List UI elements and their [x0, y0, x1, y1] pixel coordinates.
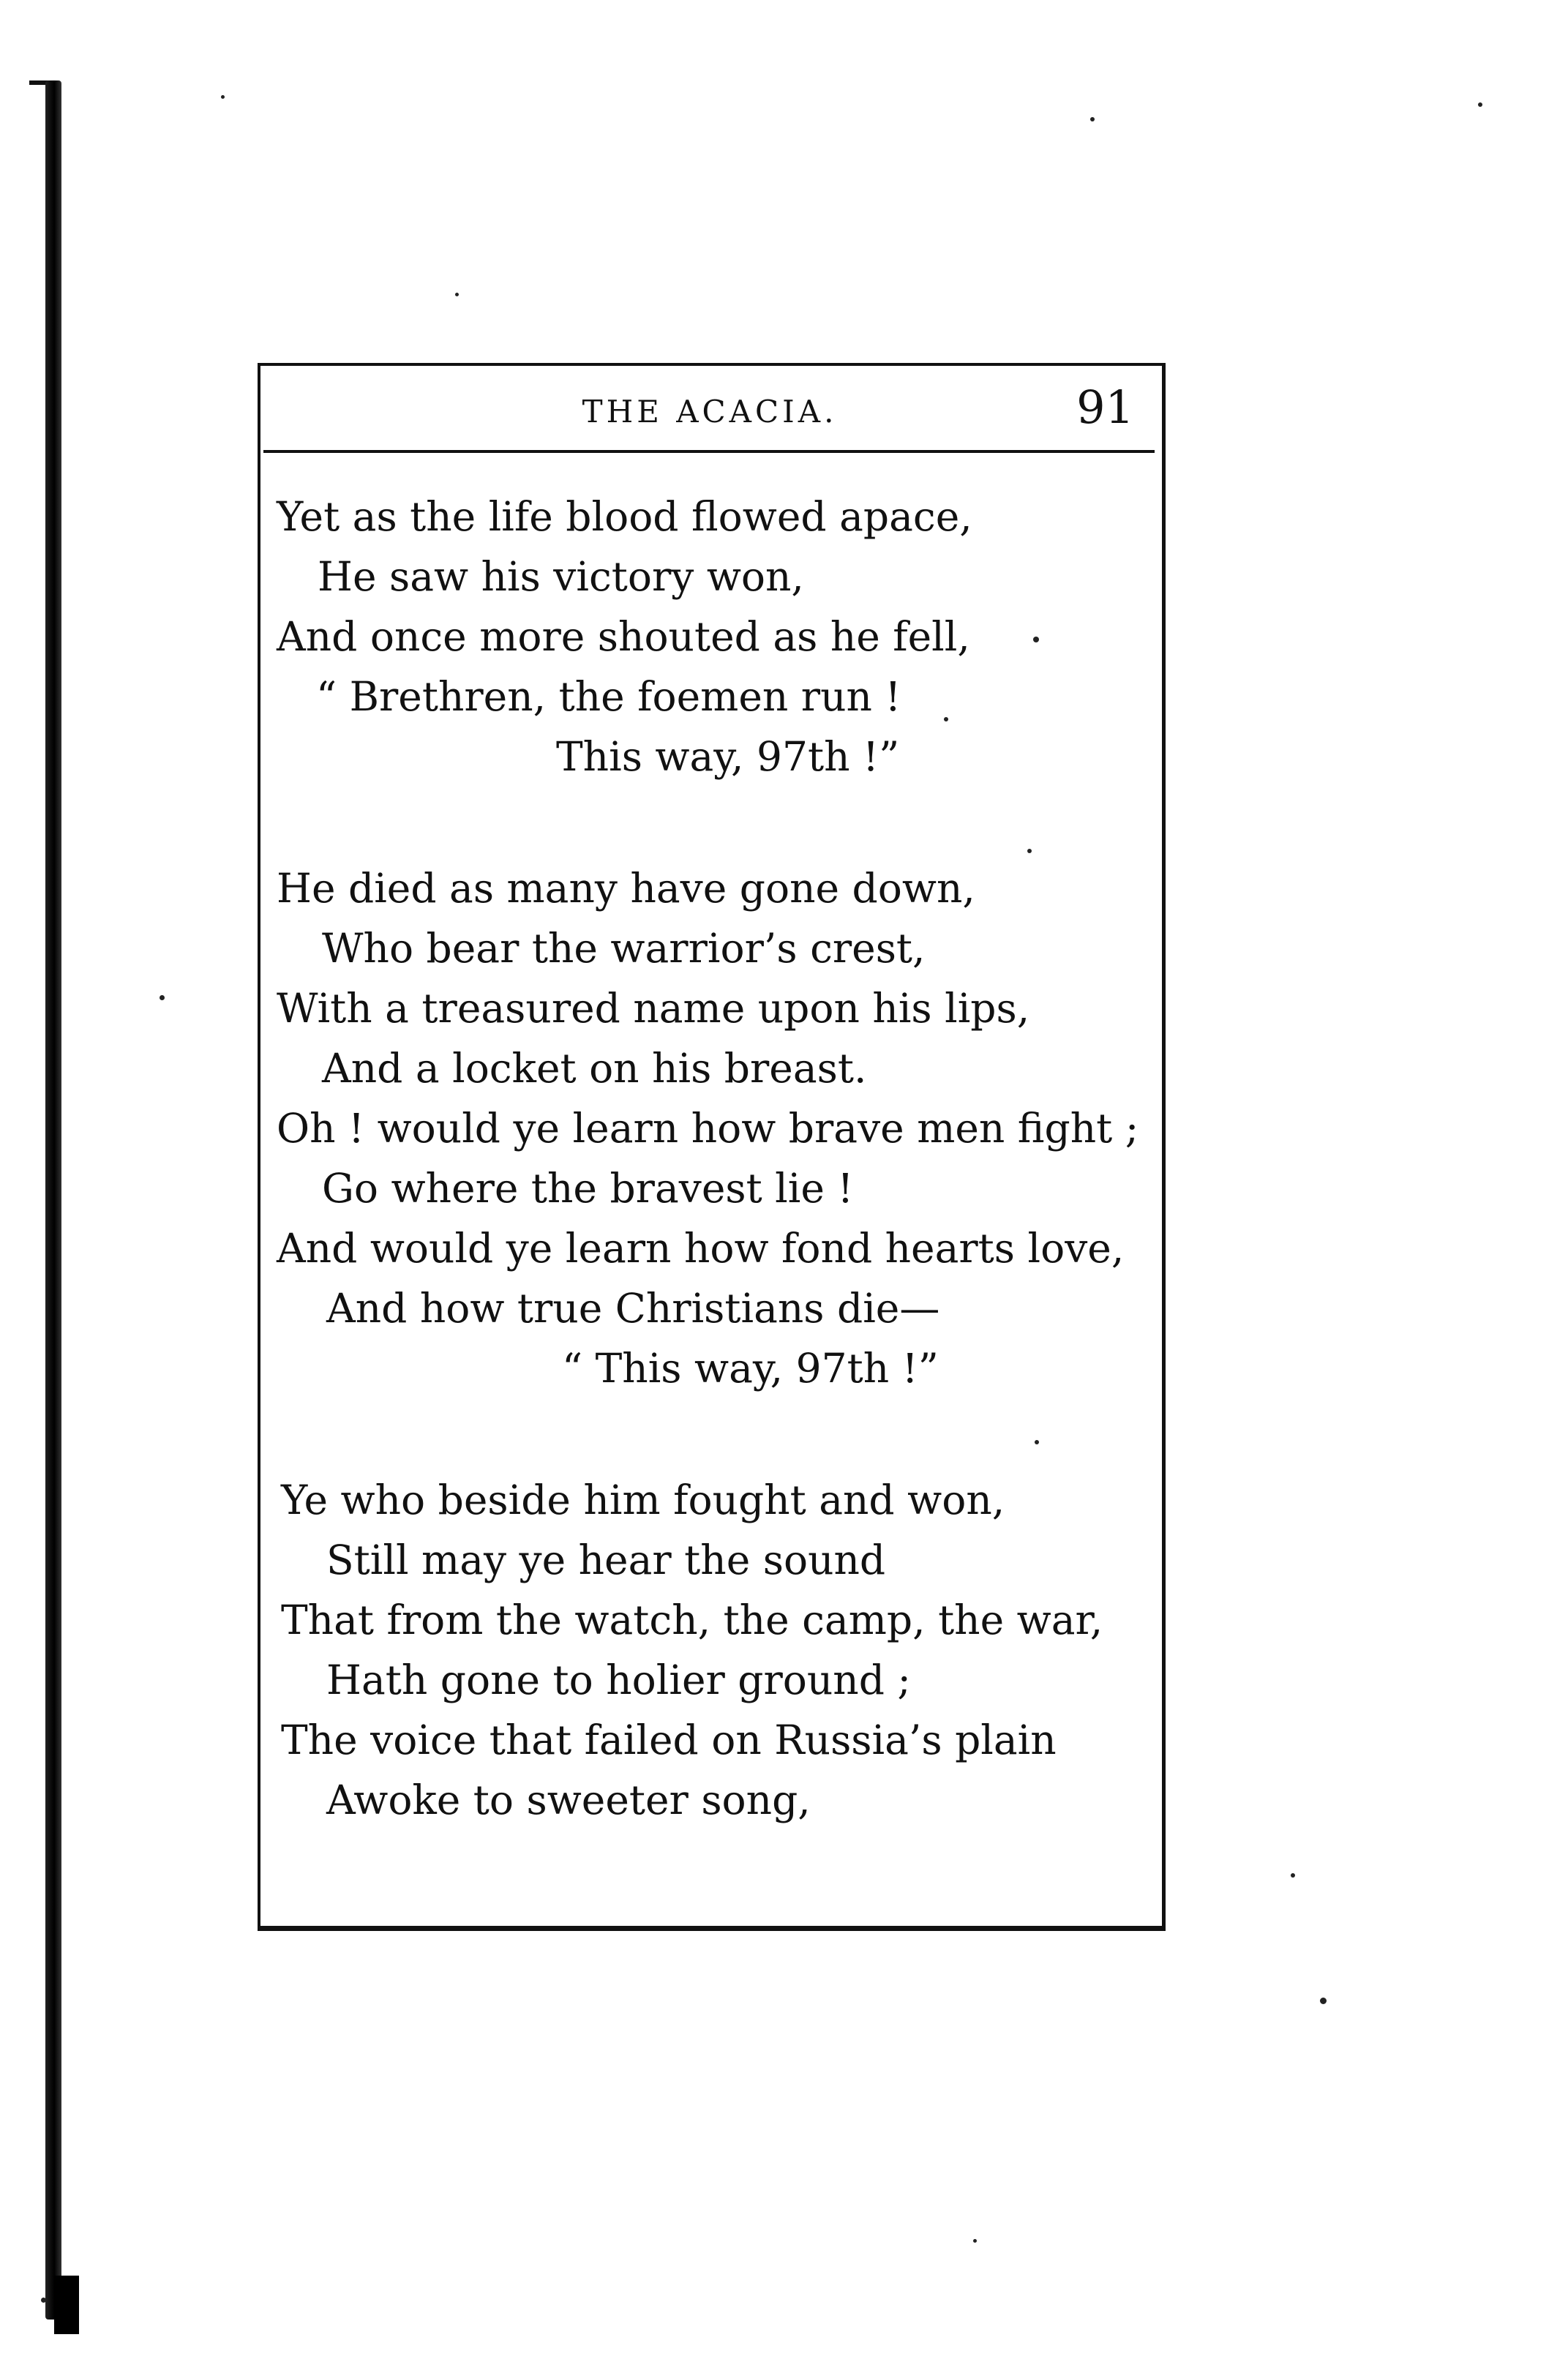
- binding-edge-foot: [54, 2276, 79, 2334]
- poem-line: Ye who beside him fought and won,: [281, 1477, 1005, 1523]
- scan-speck: [160, 995, 165, 1000]
- poem-line: Who bear the warrior’s crest,: [322, 925, 926, 972]
- poem-line: He died as many have gone down,: [277, 865, 975, 912]
- poem-line: He saw his victory won,: [318, 553, 804, 600]
- poem-line: And a locket on his breast.: [322, 1045, 867, 1092]
- scan-speck: [1478, 102, 1482, 107]
- scan-speck: [944, 717, 948, 721]
- scan-speck: [1090, 117, 1095, 121]
- scan-speck: [41, 2298, 46, 2303]
- poem-line: Still may ye hear the sound: [326, 1537, 886, 1583]
- scan-speck: [1027, 849, 1032, 853]
- running-title: THE ACACIA.: [582, 394, 838, 430]
- poem-line: With a treasured name upon his lips,: [277, 985, 1030, 1032]
- poem-line: Awoke to sweeter song,: [326, 1777, 811, 1823]
- poem-line: The voice that failed on Russia’s plain: [281, 1717, 1057, 1763]
- scan-speck: [1033, 637, 1039, 642]
- poem-line: And would ye learn how fond hearts love,: [277, 1225, 1125, 1272]
- scan-speck: [1320, 1998, 1327, 2004]
- poem-line: Oh ! would ye learn how brave men fight ;: [277, 1105, 1139, 1152]
- poem-line: And how true Christians die—: [326, 1285, 940, 1332]
- scan-speck: [1035, 1440, 1039, 1444]
- page-number: 91: [1076, 380, 1134, 434]
- scan-speck: [973, 2239, 977, 2243]
- poem-line: Yet as the life blood flowed apace,: [277, 493, 972, 540]
- poem-line: Go where the bravest lie !: [322, 1165, 854, 1212]
- poem-line: And once more shouted as he fell,: [277, 613, 970, 660]
- poem-line: This way, 97th !”: [556, 733, 900, 780]
- poem-line: “ This way, 97th !”: [562, 1345, 939, 1392]
- scan-speck: [455, 293, 459, 296]
- poem-line: That from the watch, the camp, the war,: [281, 1597, 1103, 1643]
- scan-speck: [221, 95, 225, 99]
- poem-line: Hath gone to holier ground ;: [326, 1657, 911, 1703]
- header-rule: [263, 450, 1155, 453]
- scan-speck: [1291, 1873, 1295, 1878]
- book-binding-edge: [45, 80, 61, 2320]
- poem-line: “ Brethren, the foemen run !: [316, 673, 901, 720]
